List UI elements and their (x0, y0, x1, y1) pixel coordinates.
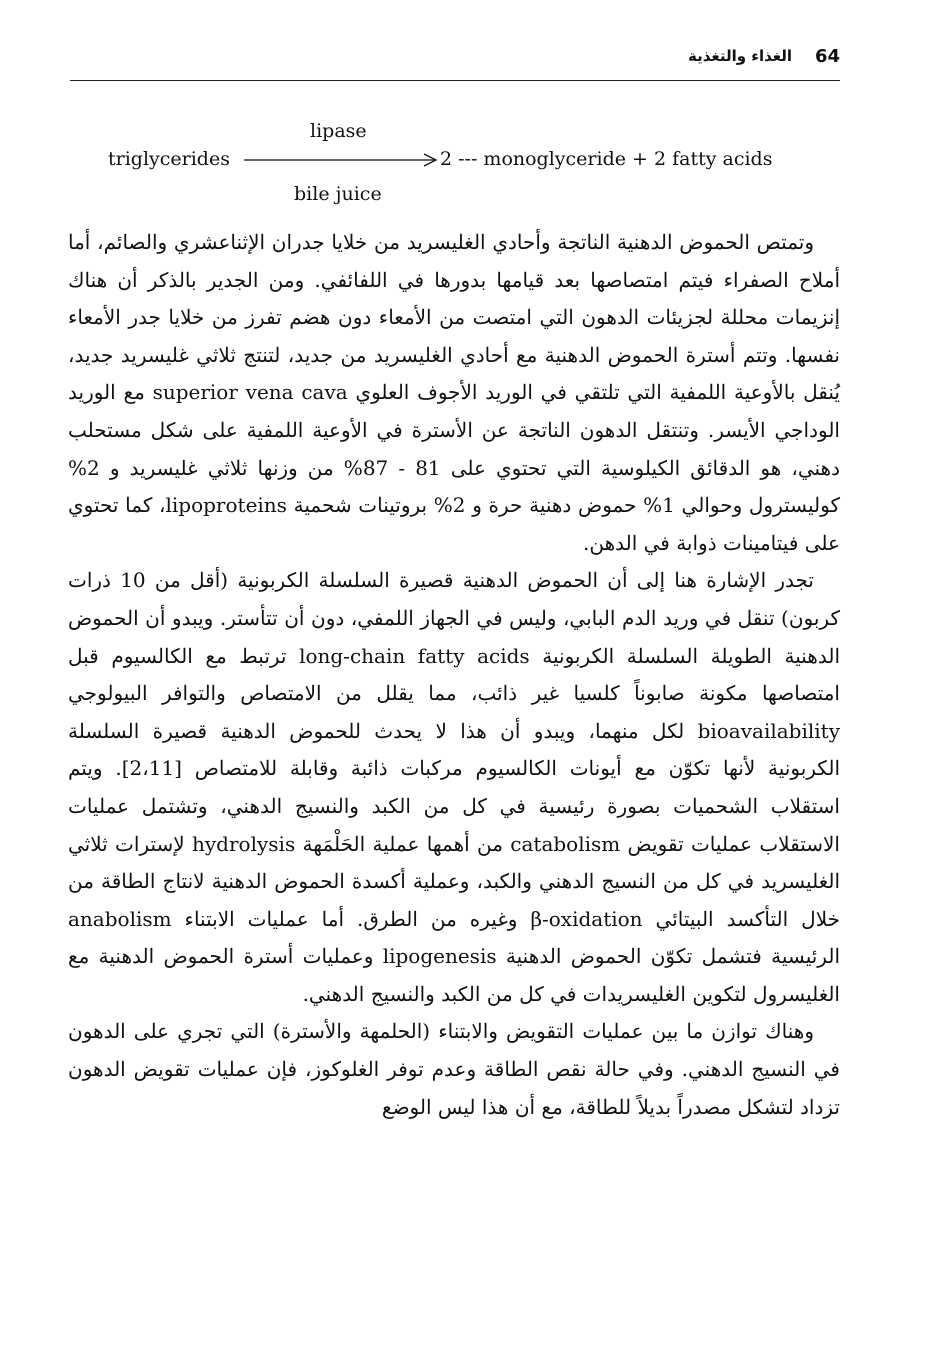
equation-products: 2 --- monoglyceride + 2 fatty acids (440, 148, 773, 170)
paragraph-1: وتمتص الحموض الدهنية الناتجة وأحادي الغليسريد من خلايا جدران الإثناعشري والصائم، أما أملاح الصفراء فيتم امتصاصها بعد قيامها بدورها في اللفائفي. ومن الجدير بالذكر أن هناك إنزيمات محللة لجزيئات الدهون التي امتصت من الأمعاء دون هضم تفرز من خلايا جدر الأمعاء نفسها. وتتم أسترة الحموض الدهنية مع أحادي الغليسريد من جديد، لتنتج ثلاثي غليسريد جديد، يُنقل بالأوعية اللمفية التي تلتقي في الوريد الأجوف العلوي superior vena cava مع الوريد الوداجي الأيسر. وتنتقل الدهون الناتجة عن الأسترة في الأوعية اللمفية على شكل مستحلب دهني، هو الدقائق الكيلوسية التي تحتوي على 81 - 87% من وزنها ثلاثي غليسريد و 2% كوليسترول وحوالي 1% حموض دهنية حرة و 2% بروتينات شحمية lipoproteins، كما تحتوي على فيتامينات ذوابة في الدهن. (68, 230, 841, 555)
equation-enzyme: lipase (310, 120, 367, 142)
reaction-equation (0, 0, 935, 220)
reaction-arrow-icon (244, 152, 440, 168)
page-number: 64 (814, 46, 840, 67)
running-title: الغذاء والتغذية (687, 47, 792, 65)
body-text (68, 224, 840, 1126)
equation-reactant: triglycerides (108, 148, 230, 170)
paragraph-2: تجدر الإشارة هنا إلى أن الحموض الدهنية قصيرة السلسلة الكربونية (أقل من 10 ذرات كربون) تنقل في وريد الدم البابي، وليس في الجهاز اللمفي، دون أن تتأستر. ويبدو أن الحموض الدهنية الطويلة السلسلة الكربونية long-chain fatty acids ترتبط مع الكالسيوم قبل امتصاصها مكونة صابوناً كلسيا غير ذائب، مما يقلل من الامتصاص والتوافر البيولوجي bioavailability لكل منهما، ويبدو أن هذا لا يحدث للحموض الدهنية قصيرة السلسلة الكربونية لأنها تكوّن مع أيونات الكالسيوم مركبات ذائبة وقابلة للامتصاص [2،11]. ويتم استقلاب الشحميات بصورة رئيسية في كل من الكبد والنسيج الدهني، وتشتمل عمليات الاستقلاب عمليات تقويض catabolism من أهمها عملية الحَلْمَهة hydrolysis لإسترات ثلاثي الغليسريد في كل من النسيج الدهني والكبد، وعملية أكسدة الحموض الدهنية لانتاج الطاقة من خلال التأكسد البيتائي β-oxidation وغيره من الطرق. أما عمليات الابتناء anabolism الرئيسية فتشمل تكوّن الحموض الدهنية lipogenesis وعمليات أسترة الحموض الدهنية مع الغليسرول لتكوين الغليسريدات في كل من الكبد والنسيج الدهني. (68, 568, 841, 1006)
paragraph-3: وهناك توازن ما بين عمليات التقويض والابتناء (الحلمهة والأسترة) التي تجري على الدهون في النسيج الدهني. وفي حالة نقص الطاقة وعدم توفر الغلوكوز، فإن عمليات تقويض الدهون تزداد لتشكل مصدراً بديلاً للطاقة، مع أن هذا ليس الوضع (68, 1019, 840, 1119)
equation-cofactor: bile juice (294, 183, 382, 205)
